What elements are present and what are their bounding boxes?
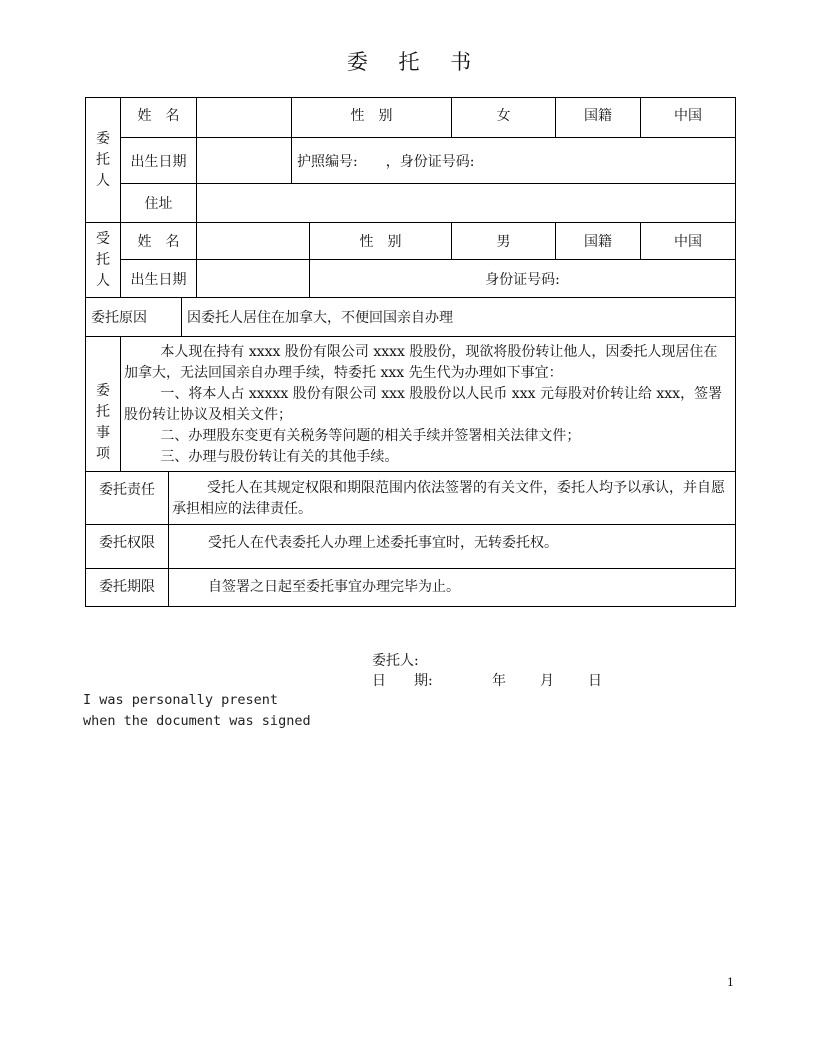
authority-label: 委托权限	[85, 524, 169, 569]
label-char: 项	[96, 446, 110, 462]
page-number: 1	[727, 976, 734, 989]
principal-name-label: 姓 名	[120, 97, 197, 138]
principal-name-field[interactable]	[196, 97, 292, 138]
principal-gender-value[interactable]: 女	[451, 97, 556, 138]
principal-nationality-value[interactable]: 中国	[640, 97, 736, 138]
principal-id-field[interactable]: 护照编号: ，身份证号码:	[291, 137, 736, 184]
page-title: 委 托 书	[346, 50, 484, 74]
agent-gender-label: 性 别	[309, 222, 452, 260]
matters-line: 本人现在持有 xxxx 股份有限公司 xxxx 股股份，现欲将股份转让他人，因委托人现居住在加拿大，无法回国亲自办理手续，特委托 xxx 先生代为办理如下事宜：	[124, 344, 718, 381]
signature-date-label: 日 期:	[372, 673, 433, 689]
principal-gender-label: 性 别	[291, 97, 452, 138]
principal-birthdate-field[interactable]	[196, 137, 292, 184]
term-label: 委托期限	[85, 568, 169, 607]
principal-address-field[interactable]	[196, 183, 736, 223]
principal-signature-label: 委托人:	[372, 653, 419, 669]
matters-line: 二、办理股东变更有关税务等问题的相关手续并签署相关法律文件；	[160, 428, 581, 444]
agent-gender-value[interactable]: 男	[451, 222, 556, 260]
label-char: 人	[96, 272, 110, 289]
agent-nationality-value[interactable]: 中国	[640, 222, 736, 260]
label-char: 受	[96, 230, 110, 247]
responsibility-value: 受托人在其规定权限和期限范围内依法签署的有关文件，委托人均予以承认，并自愿承担相应的法律责任。	[172, 480, 725, 517]
witness-note-line2: when the document was signed	[83, 713, 311, 729]
matters-label	[85, 336, 121, 472]
label-char: 托	[96, 151, 110, 168]
term-value[interactable]: 自签署之日起至委托事宜办理完毕为止。	[168, 568, 736, 607]
label-char: 托	[96, 404, 110, 420]
reason-value[interactable]: 因委托人居住在加拿大，不便回国亲自办理	[181, 297, 736, 337]
reason-label: 委托原因	[85, 297, 182, 337]
responsibility-label: 委托责任	[85, 471, 169, 525]
principal-group-label	[85, 97, 121, 223]
agent-nationality-label: 国籍	[555, 222, 641, 260]
agent-name-field[interactable]	[196, 222, 310, 260]
agent-name-label: 姓 名	[120, 222, 197, 260]
label-char: 人	[96, 172, 110, 189]
label-char: 委	[96, 383, 110, 399]
signature-day: 日	[588, 673, 602, 689]
signature-year: 年	[492, 673, 506, 689]
label-char: 委	[96, 130, 110, 147]
matters-text	[124, 342, 730, 468]
principal-nationality-label: 国籍	[555, 97, 641, 138]
agent-id-field[interactable]: 身份证号码:	[309, 259, 736, 298]
witness-note-line1: I was personally present	[83, 692, 279, 708]
agent-group-label	[85, 222, 121, 298]
signature-month: 月	[540, 673, 554, 689]
principal-address-label: 住址	[120, 183, 197, 223]
authority-value[interactable]: 受托人在代表委托人办理上述委托事宜时，无转委托权。	[168, 524, 736, 569]
principal-birthdate-label: 出生日期	[120, 137, 197, 184]
label-char: 托	[96, 251, 110, 268]
agent-birthdate-field[interactable]	[196, 259, 310, 298]
agent-birthdate-label: 出生日期	[120, 259, 197, 298]
matters-line: 一、将本人占 xxxxx 股份有限公司 xxx 股股份以人民币 xxx 元每股对价转让给 xxx，签署股份转让协议及相关文件；	[124, 386, 723, 423]
label-char: 事	[96, 425, 110, 441]
matters-line: 三、办理与股份转让有关的其他手续。	[160, 449, 399, 465]
